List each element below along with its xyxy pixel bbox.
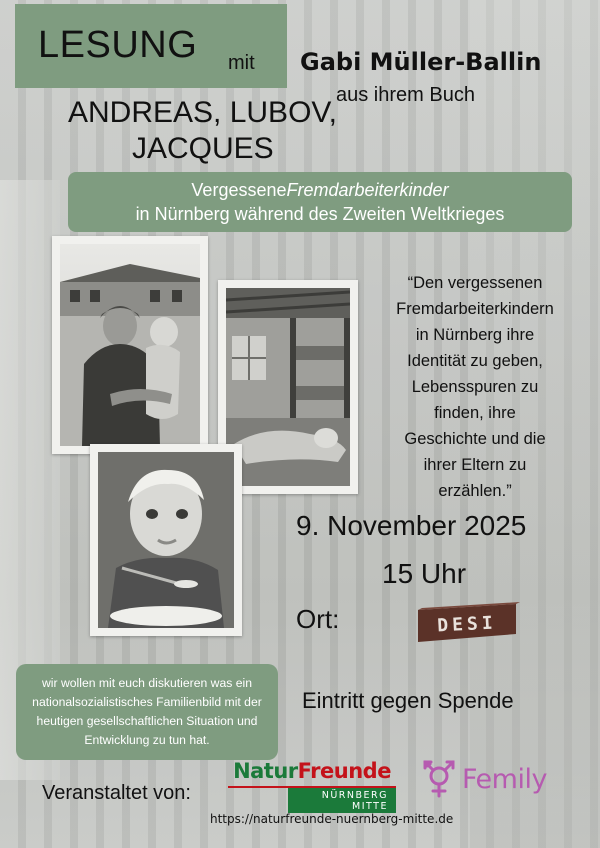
book-title-box	[68, 172, 572, 232]
book-title-part-1: Vergessene	[191, 180, 287, 200]
author-name: Gabi Müller-Ballin	[300, 48, 542, 76]
quote-line: finden, ihre	[434, 404, 516, 422]
boy-eating-soup-photo	[90, 444, 242, 636]
quote-line: in Nürnberg ihre	[415, 326, 535, 344]
quote-line: “Den vergessenen	[407, 274, 543, 292]
admission-text: Eintritt gegen Spende	[302, 688, 514, 713]
names-line-2: JACQUES	[132, 132, 274, 165]
website-url[interactable]: https://naturfreunde-nuernberg-mitte.de	[210, 812, 454, 826]
quote-line: ihrer Eltern zu	[423, 456, 527, 474]
location-label: Ort:	[296, 604, 340, 634]
book-title-line-1	[68, 178, 572, 202]
lesung-heading: LESUNG	[38, 24, 198, 66]
femily-wordmark: Femily	[462, 763, 547, 795]
femily-logo	[420, 754, 570, 804]
book-title-line-2: in Nürnberg während des Zweiten Weltkrieges	[135, 204, 505, 224]
organized-by-label: Veranstaltet von:	[42, 782, 191, 804]
quote-line: Geschichte und die	[404, 430, 546, 448]
discussion-text: wir wollen mit euch diskutieren was ein nationalsozialistisches Familienbild mit der heutigen gesellschaftlichen Situation und Entwicklung zu tun hat.	[32, 676, 262, 747]
discussion-box	[16, 664, 278, 760]
naturfreunde-subtitle: NÜRNBERG MITTE	[288, 788, 396, 813]
event-date: 9. November 2025	[296, 510, 527, 541]
mit-text: mit	[228, 52, 255, 74]
woman-holding-baby-photo	[52, 236, 208, 454]
names-line-1: ANDREAS, LUBOV,	[68, 96, 337, 129]
book-quote	[372, 270, 578, 504]
quote-line: Identität zu geben,	[407, 352, 543, 370]
event-time: 15 Uhr	[382, 558, 467, 589]
naturfreunde-natur: Natur	[233, 759, 298, 783]
naturfreunde-wordmark	[228, 756, 396, 786]
aus-ihrem-buch-text: aus ihrem Buch	[336, 84, 475, 106]
naturfreunde-freunde: Freunde	[297, 759, 391, 783]
desi-logo-text: DESI	[436, 612, 498, 637]
quote-line: Lebensspuren zu	[411, 378, 539, 396]
naturfreunde-logo	[228, 756, 396, 812]
quote-line: Fremdarbeiterkindern	[396, 300, 554, 318]
book-title-part-2: Fremdarbeiterkinder	[286, 180, 449, 200]
quote-line: erzählen.”	[438, 482, 512, 500]
transgender-symbol-icon	[420, 756, 458, 802]
desi-logo	[412, 600, 522, 646]
